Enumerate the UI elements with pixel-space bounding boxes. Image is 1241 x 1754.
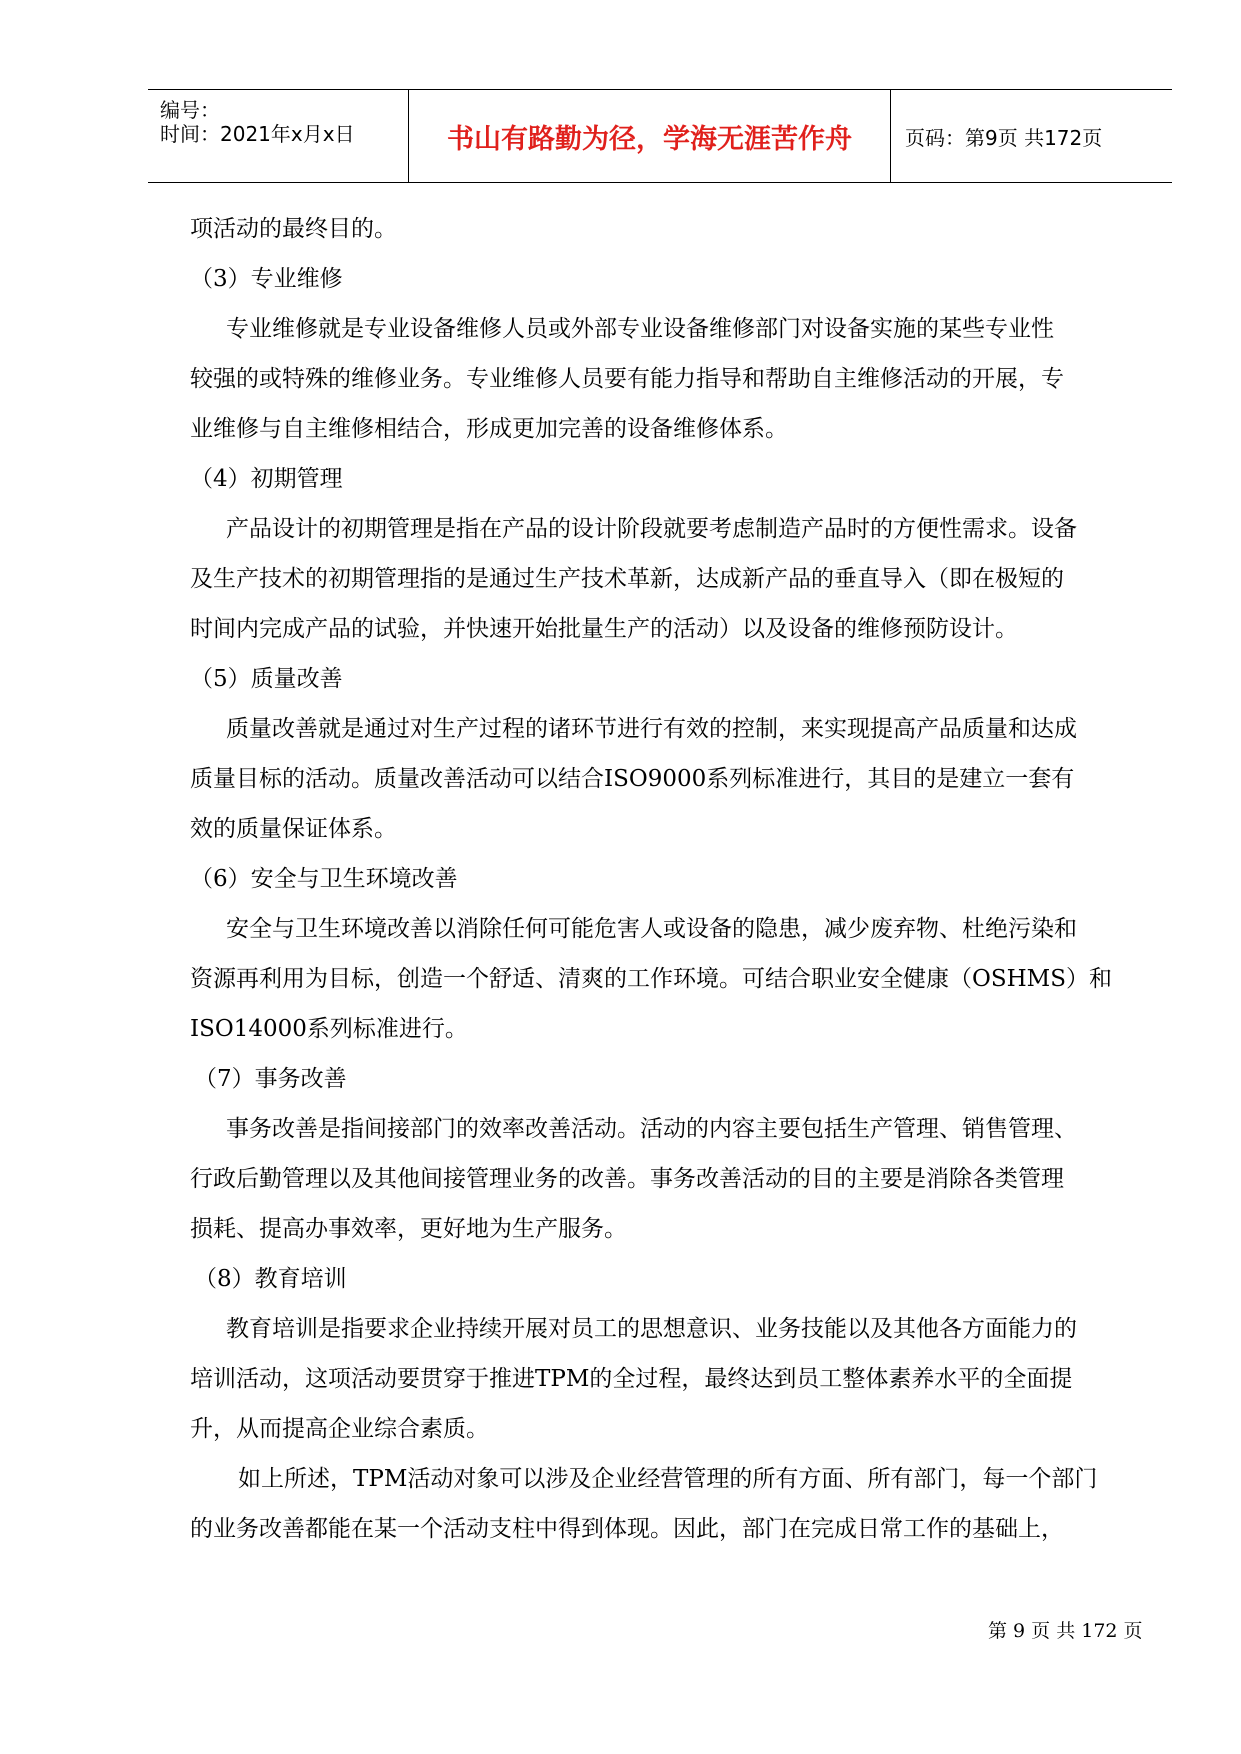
text-line: 损耗、提高办事效率，更好地为生产服务。 [190, 1216, 627, 1242]
text-line: 的业务改善都能在某一个活动支柱中得到体现。因此，部门在完成日常工作的基础上， [190, 1516, 1064, 1542]
header-info-cell [148, 90, 409, 182]
footer-page-number: 第 9 页 共 172 页 [988, 1620, 1143, 1642]
text-line: ISO14000系列标准进行。 [190, 1016, 468, 1042]
section-heading: （5）质量改善 [190, 666, 343, 692]
text-line: 效的质量保证体系。 [190, 816, 397, 842]
text-line: 安全与卫生环境改善以消除任何可能危害人或设备的隐患，减少废弃物、杜绝污染和 [226, 916, 1077, 942]
document-body [190, 204, 1150, 1554]
header-page-info: 页码：第9页 共172页 [905, 125, 1103, 150]
text-line: 培训活动，这项活动要贯穿于推进TPM的全过程，最终达到员工整体素养水平的全面提 [190, 1366, 1073, 1392]
section-heading: （3）专业维修 [190, 266, 343, 292]
text-line: 业维修与自主维修相结合，形成更加完善的设备维修体系。 [190, 416, 788, 442]
text-line: 质量改善就是通过对生产过程的诸环节进行有效的控制，来实现提高产品质量和达成 [226, 716, 1077, 742]
document-time-label: 时间：2021年x月x日 [160, 122, 355, 146]
text-line: 质量目标的活动。质量改善活动可以结合ISO9000系列标准进行，其目的是建立一套有 [190, 766, 1075, 792]
text-line: 项活动的最终目的。 [190, 216, 397, 242]
text-line: 升，从而提高企业综合素质。 [190, 1416, 489, 1442]
text-line: 资源再利用为目标，创造一个舒适、清爽的工作环境。可结合职业安全健康（OSHMS）和 [190, 966, 1112, 992]
page-header [148, 89, 1172, 183]
section-heading: （8）教育培训 [194, 1266, 347, 1292]
text-line: 较强的或特殊的维修业务。专业维修人员要有能力指导和帮助自主维修活动的开展，专 [190, 366, 1064, 392]
text-line: 及生产技术的初期管理指的是通过生产技术革新，达成新产品的垂直导入（即在极短的 [190, 566, 1064, 592]
text-line: 行政后勤管理以及其他间接管理业务的改善。事务改善活动的目的主要是消除各类管理 [190, 1166, 1064, 1192]
text-line: 事务改善是指间接部门的效率改善活动。活动的内容主要包括生产管理、销售管理、 [226, 1116, 1077, 1142]
text-line: 如上所述，TPM活动对象可以涉及企业经营管理的所有方面、所有部门，每一个部门 [238, 1466, 1098, 1492]
text-line: 产品设计的初期管理是指在产品的设计阶段就要考虑制造产品时的方便性需求。设备 [226, 516, 1077, 542]
text-line: 专业维修就是专业设备维修人员或外部专业设备维修部门对设备实施的某些专业性 [226, 316, 1054, 342]
text-line: 教育培训是指要求企业持续开展对员工的思想意识、业务技能以及其他各方面能力的 [226, 1316, 1077, 1342]
header-motto: 书山有路勤为径，学海无涯苦作舟 [409, 90, 891, 182]
text-line: 时间内完成产品的试验，并快速开始批量生产的活动）以及设备的维修预防设计。 [190, 616, 1018, 642]
document-number-label: 编号： [160, 98, 220, 122]
section-heading: （6）安全与卫生环境改善 [190, 866, 458, 892]
section-heading: （4）初期管理 [190, 466, 343, 492]
section-heading: （7）事务改善 [194, 1066, 347, 1092]
